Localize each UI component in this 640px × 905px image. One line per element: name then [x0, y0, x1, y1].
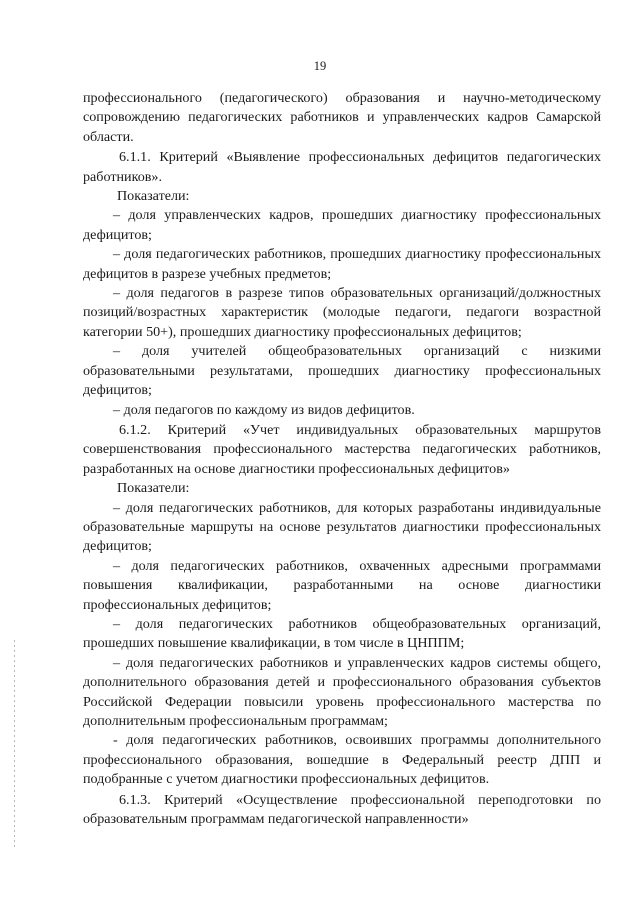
- indicator-item: – доля педагогических работников и управленческих кадров системы общего, дополнительного образования детей и профессионального образования субъектов Российской Федерации повысили уровень профессионального мастерства по дополнительным профессиональным программам;: [83, 654, 601, 729]
- indicator-item: – доля педагогических работников, для которых разработаны индивидуальные образовательные маршруты на основе результатов диагностики профессиональных дефицитов;: [83, 499, 601, 555]
- criterion-6-1-3-heading: 6.1.3. Критерий «Осуществление профессиональной переподготовки по образовательным программам педагогической направленности»: [83, 791, 601, 828]
- scan-edge-mark: [14, 640, 15, 850]
- indicator-item: – доля педагогов в разрезе типов образовательных организаций/должностных позиций/возрастных характеристик (молодые педагоги, педагоги возрастной категории 50+), прошедших диагностику профессиональных дефицитов;: [83, 285, 601, 340]
- document-body: [83, 89, 601, 829]
- indicators-label: Показатели:: [117, 188, 190, 205]
- indicator-item: – доля педагогических работников общеобразовательных организаций, прошедших повышение квалификации, в том числе в ЦНППМ;: [83, 615, 601, 652]
- criterion-6-1-2-heading: 6.1.2. Критерий «Учет индивидуальных образовательных маршрутов совершенствования профессионального мастерства педагогических работников, разработанных на основе диагностики профессиональных дефицитов»: [83, 421, 601, 477]
- indicators-label: Показатели:: [117, 480, 190, 497]
- indicator-item: – доля учителей общеобразовательных организаций с низкими образовательными результатами, прошедших диагностику профессиональных дефицитов;: [83, 343, 601, 399]
- indicator-item: – доля управленческих кадров, прошедших диагностику профессиональных дефицитов;: [83, 207, 601, 243]
- paragraph-intro-continuation: профессионального (педагогического) образования и научно-методическому сопровождению педагогических работников и управленческих кадров Самарской области.: [83, 90, 601, 145]
- indicator-item: – доля педагогов по каждому из видов дефицитов.: [113, 401, 415, 418]
- indicator-item: - доля педагогических работников, освоивших программы дополнительного профессионального образования, вошедшие в Федеральный реестр ДПП и подобранные с учетом диагностики профессиональных дефицитов.: [83, 732, 601, 788]
- indicator-item: – доля педагогических работников, прошедших диагностику профессиональных дефицитов в разрезе учебных предметов;: [83, 246, 601, 282]
- indicator-item: – доля педагогических работников, охваченных адресными программами повышения квалификации, разработанными на основе диагностики профессиональных дефицитов;: [83, 557, 601, 613]
- criterion-6-1-1-heading: 6.1.1. Критерий «Выявление профессиональных дефицитов педагогических работников».: [83, 149, 601, 185]
- page-number: 19: [313, 59, 327, 73]
